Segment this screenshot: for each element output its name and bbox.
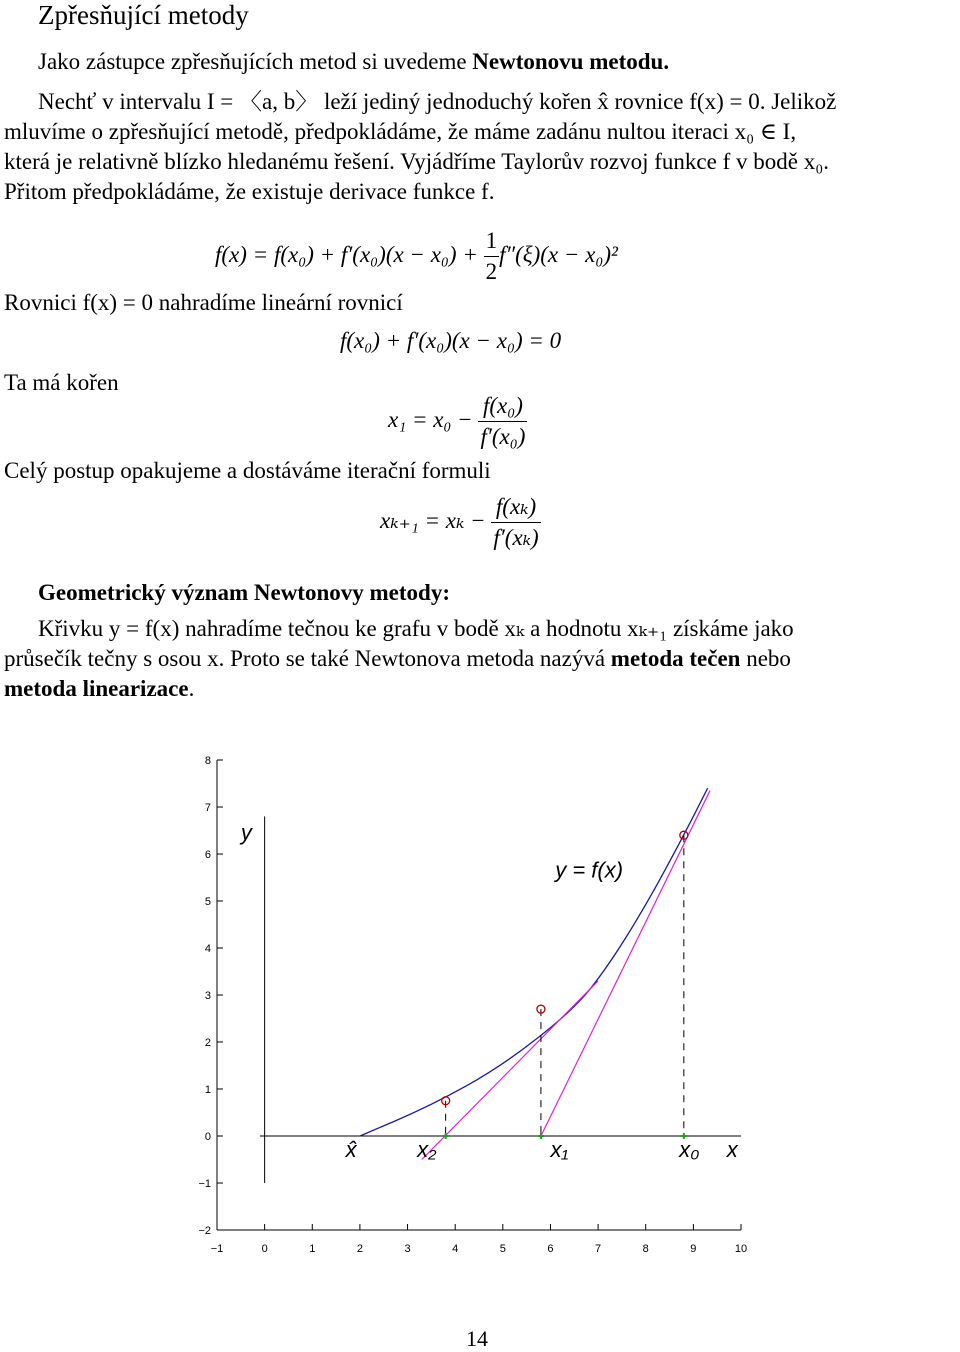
newton-method-figure [0, 740, 960, 1300]
tangent-line [541, 791, 710, 1136]
geometric-line1: Křivku y = f(x) nahradíme tečnou ke grafu v bodě xₖ a hodnotu xₖ₊₁ získáme jako [38, 616, 794, 641]
x-tick-label: 10 [734, 1243, 748, 1255]
y-tick-label: −2 [198, 1225, 211, 1237]
geometric-line2: průsečík tečny s osou x. Proto se také Newtonova metoda nazývá metoda tečen nebo [4, 646, 791, 671]
y-tick-label: 6 [204, 849, 211, 861]
x-axis-label: x [726, 1137, 738, 1163]
x-tick-label: 1 [309, 1243, 316, 1255]
intro-paragraph: Jako zástupce zpřesňujících metod si uvedeme Newtonovu metodu. [38, 49, 670, 74]
x-tick-label: 6 [547, 1243, 554, 1255]
function-curve [360, 788, 708, 1136]
y-tick-label: 2 [204, 1037, 211, 1049]
para1-line4: Přitom předpokládáme, že existuje derivace funkce f. [4, 179, 495, 204]
x-tick-label: 4 [452, 1243, 459, 1255]
y-tick-label: 5 [204, 896, 211, 908]
plot-frame [217, 760, 741, 1230]
y-tick-label: 8 [204, 755, 211, 767]
plot-content [239, 788, 741, 1183]
root-equation: x₁ = x₀ − $\frac{\text{f(x₀)}}{\text{f′(x₀)}}$ [388, 393, 526, 449]
x-tick-label: 8 [642, 1243, 649, 1255]
y-tick-label: 0 [204, 1131, 211, 1143]
y-tick-label: 4 [204, 943, 211, 955]
geometric-heading: Geometrický význam Newtonovy metody: [38, 580, 450, 605]
y-tick-label: 1 [204, 1084, 211, 1096]
root-label: Ta má kořen [4, 370, 119, 395]
repeat-label: Celý postup opakujeme a dostáváme iterační formuli [4, 458, 491, 483]
para1-line2: mluvíme o zpřesňující metodě, předpokládáme, že máme zadánu nultou iteraci x₀ ∈ I, [4, 119, 797, 144]
root-label: x̂ [345, 1137, 357, 1163]
section-title: Zpřesňující metody [38, 0, 249, 30]
x-tick-label: 3 [404, 1243, 411, 1255]
x0-label: x₀ [679, 1137, 700, 1163]
y-tick-label: −1 [198, 1178, 211, 1190]
x-tick-label: 9 [690, 1243, 697, 1255]
x-tick-label: 5 [499, 1243, 506, 1255]
iteration-fraction: $\frac{\text{f(xₖ)}}{\text{f′(xₖ)}}$ [493, 494, 539, 550]
root-fraction: $\frac{\text{f(x₀)}}{\text{f′(x₀)}}$ [480, 393, 526, 449]
y-tick-label: 3 [204, 990, 211, 1002]
curve-label: y = f(x) [555, 857, 624, 883]
root-marker [538, 1133, 544, 1139]
linear-equation: f(x₀) + f′(x₀)(x − x₀) = 0 [340, 328, 562, 353]
para1-line1: Nechť v intervalu I = 〈a, b〉 leží jediný jednoduchý kořen x̂ rovnice f(x) = 0. Jelikož [38, 89, 837, 114]
x-tick-label: 7 [595, 1243, 602, 1255]
x-tick-label: −1 [210, 1243, 224, 1255]
x-tick-label: 0 [261, 1243, 268, 1255]
geometric-line3: metoda linearizace. [4, 676, 195, 701]
para1-line3: která je relativně blízko hledanému řešení. Vyjádříme Taylorův rozvoj funkce f v bodě x₀. [4, 149, 829, 174]
y-tick-label: 7 [204, 802, 211, 814]
plot-ticks [198, 755, 747, 1255]
x1-label: x₁ [550, 1137, 569, 1163]
one-half-fraction: $\frac{1}{2}$ [485, 228, 498, 284]
y-axis-label: y [240, 819, 252, 845]
replace-label: Rovnici f(x) = 0 nahradíme lineární rovnicí [4, 290, 403, 315]
taylor-equation: f(x) = f(x₀) + f′(x₀)(x − x₀) + $\frac{1}{2}$ f″(ξ)(x − x₀)² [215, 228, 618, 284]
x-tick-label: 2 [356, 1243, 363, 1255]
page-number: 14 [466, 1326, 488, 1351]
tangent-line [422, 981, 598, 1163]
x2-label: x₂ [417, 1137, 437, 1163]
iteration-formula: xₖ₊₁ = xₖ − $\frac{\text{f(xₖ)}}{\text{f′(xₖ)}}$ [380, 494, 539, 550]
